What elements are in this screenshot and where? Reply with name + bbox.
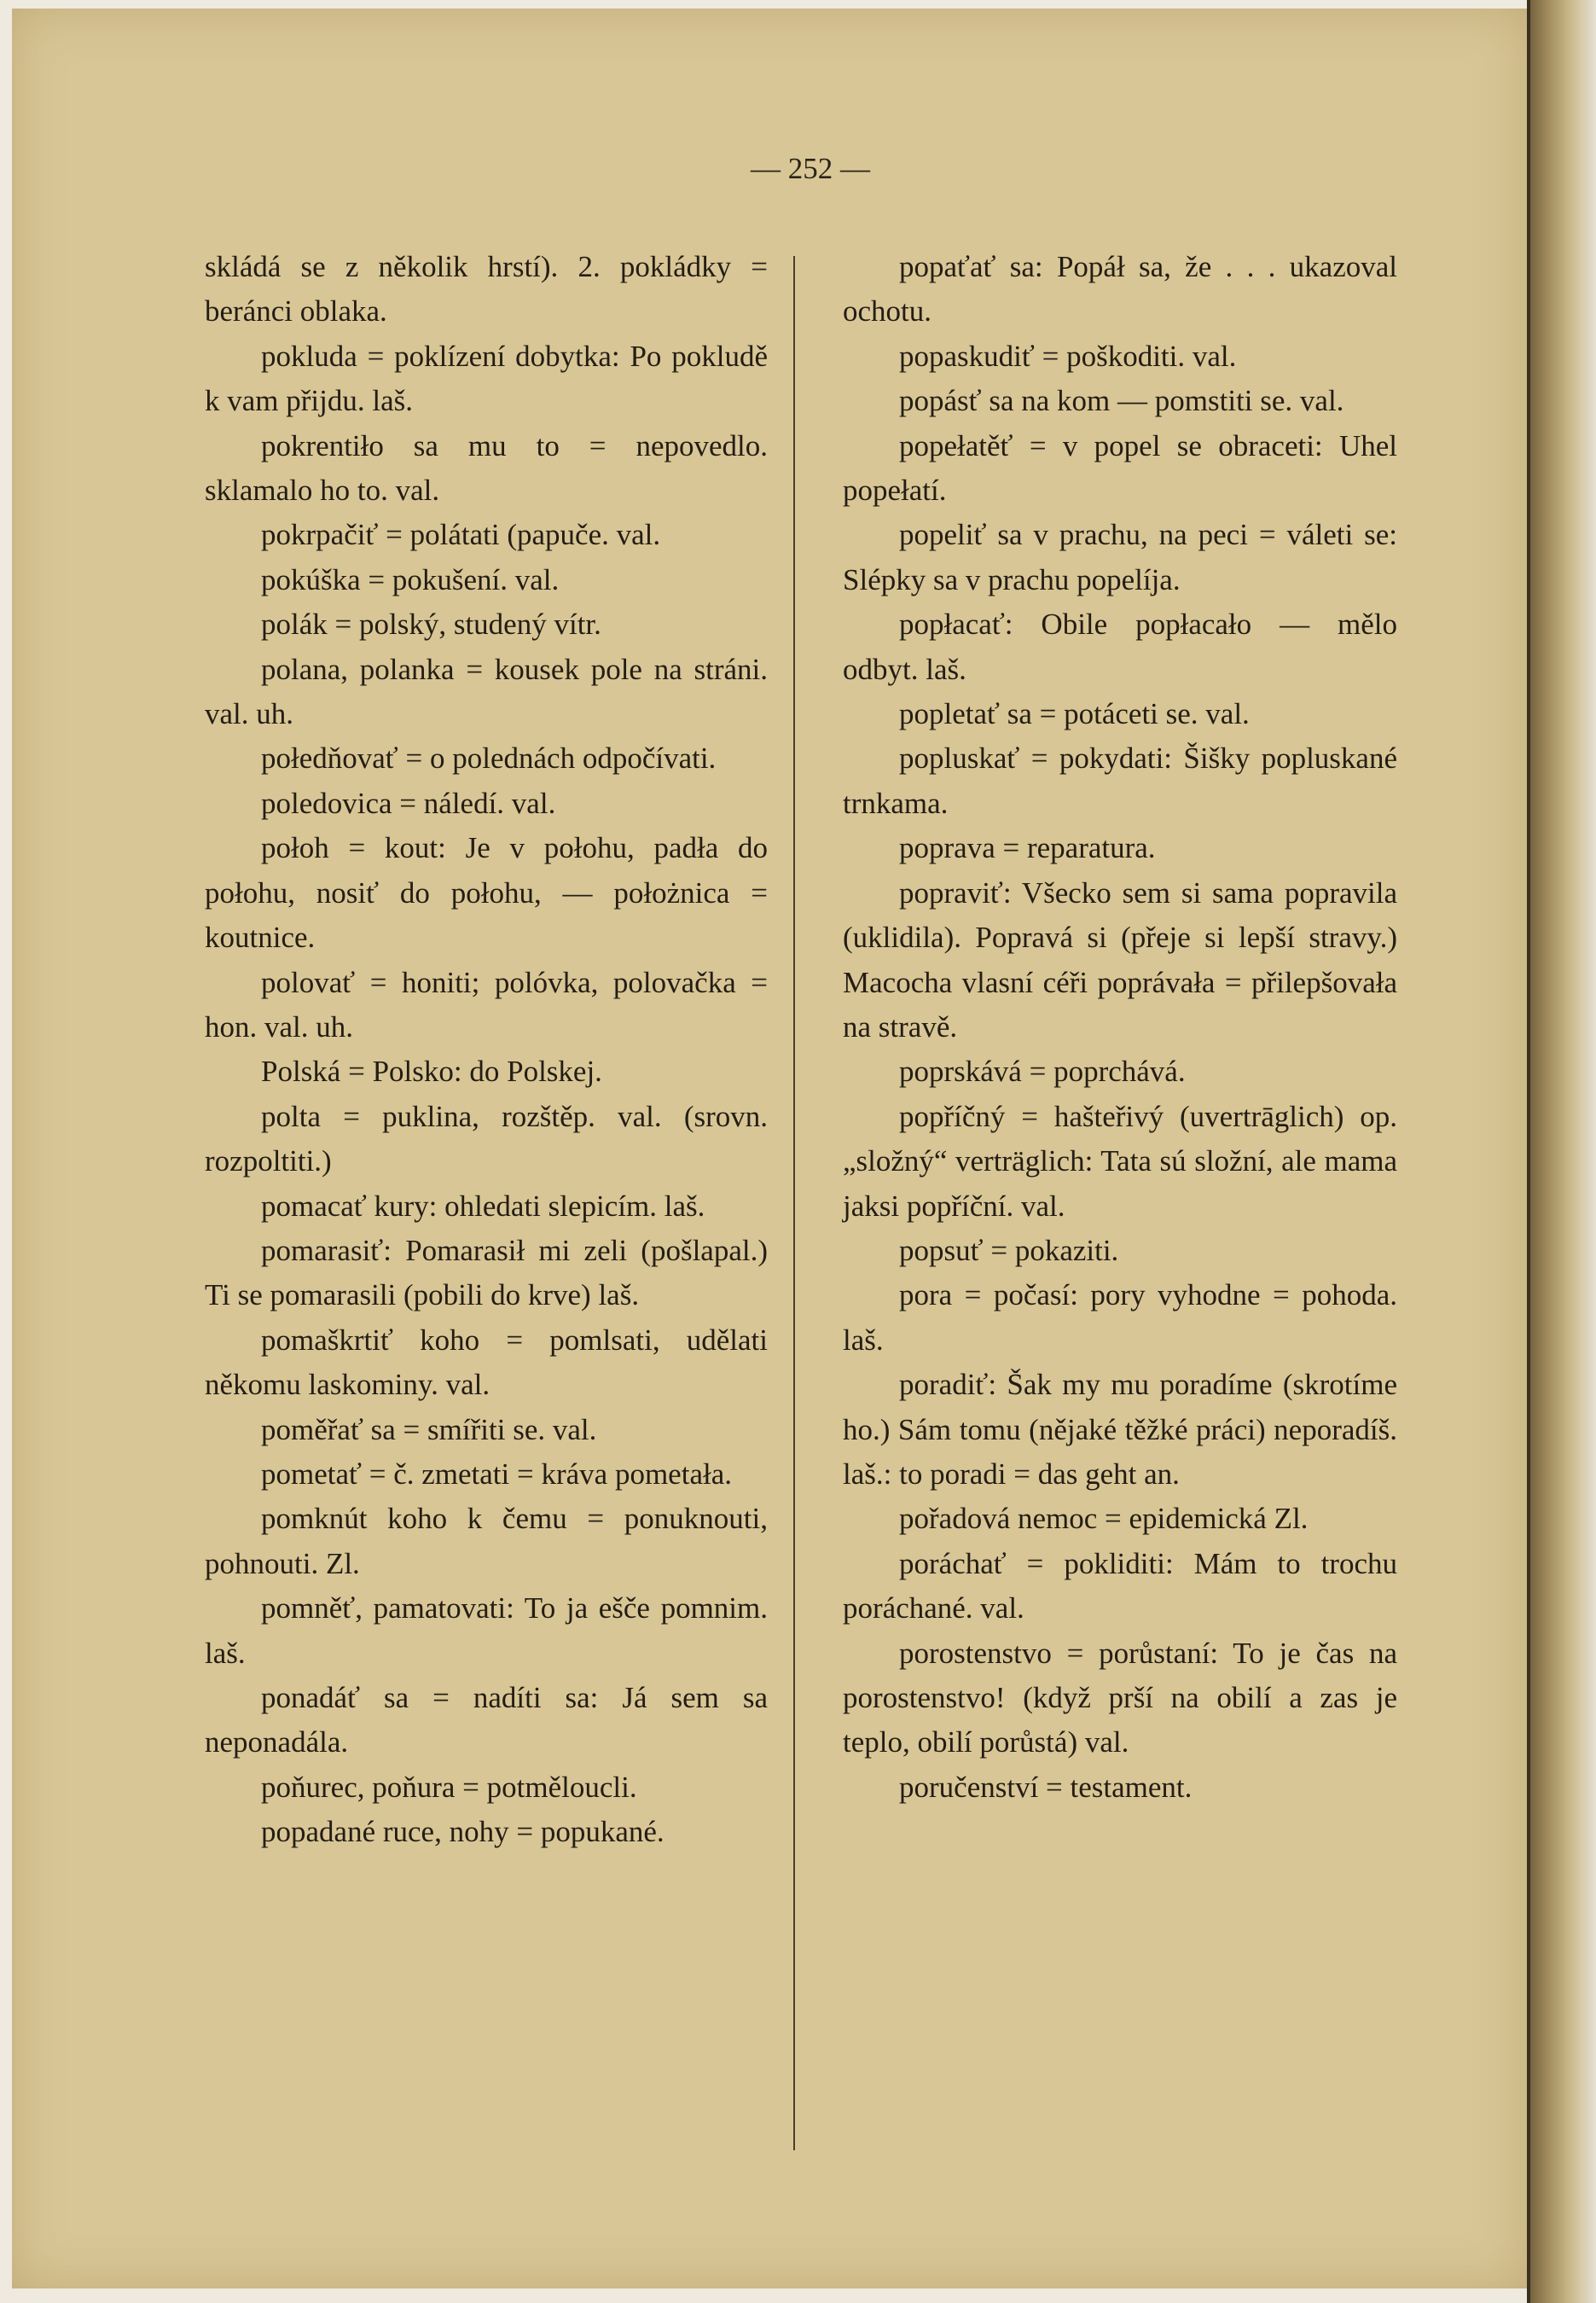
dictionary-entry: polovať = honiti; polóvka, polovačka = hon. val. uh. (205, 965, 768, 1044)
dictionary-entry: popsuť = pokaziti. (899, 1233, 1119, 1267)
dictionary-entry: pomaškrtiť koho = pomlsati, udělati někomu laskominy. val. (205, 1323, 768, 1402)
dictionary-entry: Polská = Polsko: do Polskej. (261, 1055, 602, 1089)
dictionary-entry: polta = puklina, rozštěp. val. (srovn. rozpoltiti.) (205, 1099, 768, 1178)
dictionary-entry: pokrpačiť = polátati (papuče. val. (261, 518, 661, 552)
dictionary-entry: poprava = reparatura. (899, 831, 1156, 865)
dictionary-entry: połoh = kout: Je v połohu, padła do połohu, nosiť do połohu, — położnica = koutnice. (205, 831, 768, 955)
dictionary-entry: pomněť, pamatovati: To ja ešče pomnim. laš. (205, 1591, 768, 1670)
dictionary-entry: popříčný = hašteřivý (uvertrāglich) op. „složný“ verträglich: Tata sú složní, ale mama jaksi popříční. val. (843, 1099, 1397, 1223)
dictionary-entry: poráchať = pokliditi: Mám to trochu poráchané. val. (843, 1546, 1397, 1625)
right-column (843, 245, 1397, 1810)
dictionary-entry: popełatěť = v popel se obraceti: Uhel popełatí. (843, 428, 1397, 508)
dictionary-entry: polák = polský, studený vítr. (261, 608, 601, 642)
dictionary-entry: poprskává = poprchává. (899, 1055, 1186, 1089)
dictionary-entry: porostenstvo = porůstaní: To je čas na porostenstvo! (když prší na obilí a zas je teplo, obilí porůstá) val. (843, 1636, 1397, 1759)
dictionary-entry: popásť sa na kom — pomstiti se. val. (899, 384, 1344, 418)
dictionary-entry: poručenství = testament. (899, 1770, 1193, 1804)
page-number: — 252 — (751, 152, 870, 185)
book-spine (1527, 0, 1596, 2303)
dictionary-entry: pomarasiť: Pomarasił mi zeli (pošlapal.) Ti se pomarasili (pobili do krve) laš. (205, 1233, 768, 1312)
dictionary-entry: popadané ruce, nohy = popukané. (261, 1815, 665, 1849)
dictionary-entry: popraviť: Všecko sem si sama popravila (uklidila). Popravá si (přeje si lepší stravy.) Macocha vlasní céři poprávała = přilepšovała na stravě. (843, 875, 1397, 1044)
dictionary-entry: pokrentiło sa mu to = nepovedlo. sklamalo ho to. val. (205, 428, 768, 508)
dictionary-entry: popaťať sa: Popáł sa, že . . . ukazoval ochotu. (843, 250, 1397, 329)
dictionary-entry: pometať = č. zmetati = kráva pometała. (261, 1457, 732, 1491)
dictionary-entry: popaskudiť = poškoditi. val. (899, 339, 1237, 373)
dictionary-entry: pokluda = poklízení dobytka: Po pokludě k vam přijdu. laš. (205, 339, 768, 418)
left-column (205, 245, 768, 1855)
dictionary-entry: popletať sa = potáceti se. val. (899, 697, 1250, 731)
dictionary-entry: pokúška = pokušení. val. (261, 562, 560, 596)
dictionary-entry: poměřať sa = smířiti se. val. (261, 1412, 597, 1446)
dictionary-entry: połedňovať = o polednách odpočívati. (261, 741, 717, 776)
dictionary-entry: pora = počasí: pory vyhodne = pohoda. laš. (843, 1278, 1397, 1357)
dictionary-entry: popeliť sa v prachu, na peci = váleti se: Slépky sa v prachu popelíja. (843, 518, 1397, 596)
spine-edge (1527, 0, 1530, 2303)
dictionary-entry: poňurec, poňura = potměloucli. (261, 1770, 637, 1804)
dictionary-entry: pomacať kury: ohledati slepicím. laš. (261, 1189, 705, 1223)
dictionary-entry: skládá se z několik hrstí). 2. pokládky = beránci oblaka. (205, 250, 768, 329)
column-divider (793, 256, 795, 2150)
dictionary-entry: polana, polanka = kousek pole na stráni. val. uh. (205, 652, 768, 731)
dictionary-entry: popluskať = pokydati: Šišky popluskané trnkama. (843, 741, 1397, 820)
dictionary-entry: poledovica = náledí. val. (261, 786, 556, 820)
dictionary-entry: popłacať: Obile popłacało — mělo odbyt. laš. (843, 608, 1397, 686)
dictionary-entry: pomknút koho k čemu = ponuknouti, pohnouti. Zl. (205, 1502, 768, 1580)
dictionary-entry: poradiť: Šak my mu poradíme (skrotíme ho.) Sám tomu (nějaké těžké práci) neporadíš. laš.: to poradi = das geht an. (843, 1368, 1397, 1491)
dictionary-entry: ponadáť sa = nadíti sa: Já sem sa neponadála. (205, 1681, 768, 1759)
dictionary-entry: pořadová nemoc = epidemická Zl. (899, 1502, 1309, 1536)
